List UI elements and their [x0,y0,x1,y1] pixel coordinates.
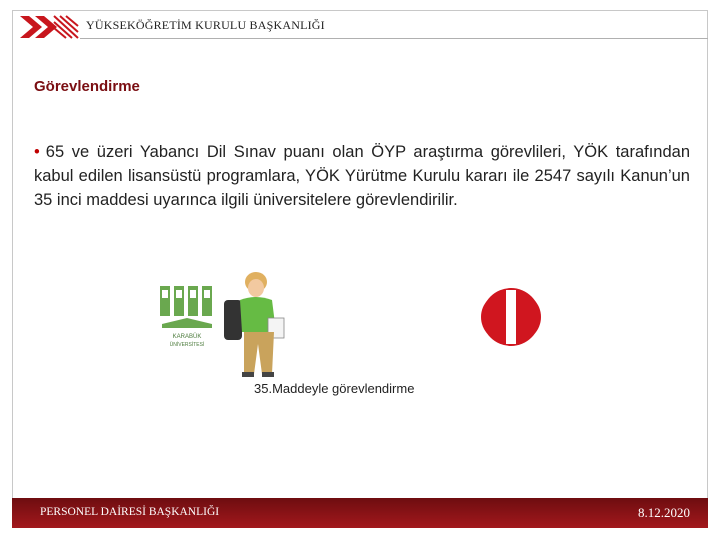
header-divider [80,38,708,39]
body-paragraph [34,140,690,212]
student-illustration [218,270,290,378]
footer-bar [12,498,708,528]
footer-date: 8.12.2020 [638,505,690,520]
image-caption: 35.Maddeyle görevlendirme [254,381,415,396]
left-logo-text-1: KARABÜK [172,334,202,340]
footer-department: PERSONEL DAİRESİ BAŞKANLIĞI [40,506,220,518]
karabuk-university-logo [158,284,216,350]
yok-logo-icon [18,14,80,40]
left-logo-text-2: ÜNİVERSİTESİ [169,342,205,348]
slide-title: Görevlendirme [34,78,140,95]
metu-logo [480,286,542,348]
body-text: 65 ve üzeri Yabancı Dil Sınav puanı olan ÖYP araştırma görevlileri, YÖK tarafından kabul edilen lisansüstü programlara, YÖK Yürütme Kurulu kararı ile 2547 sayılı Kanun’un 35 inci maddesi uyarınca ilgili üniversitelere görevlendirilir. [34,143,690,209]
organization-name: YÜKSEKÖĞRETİM KURULU BAŞKANLIĞI [86,18,325,32]
bullet-icon: • [34,143,40,161]
